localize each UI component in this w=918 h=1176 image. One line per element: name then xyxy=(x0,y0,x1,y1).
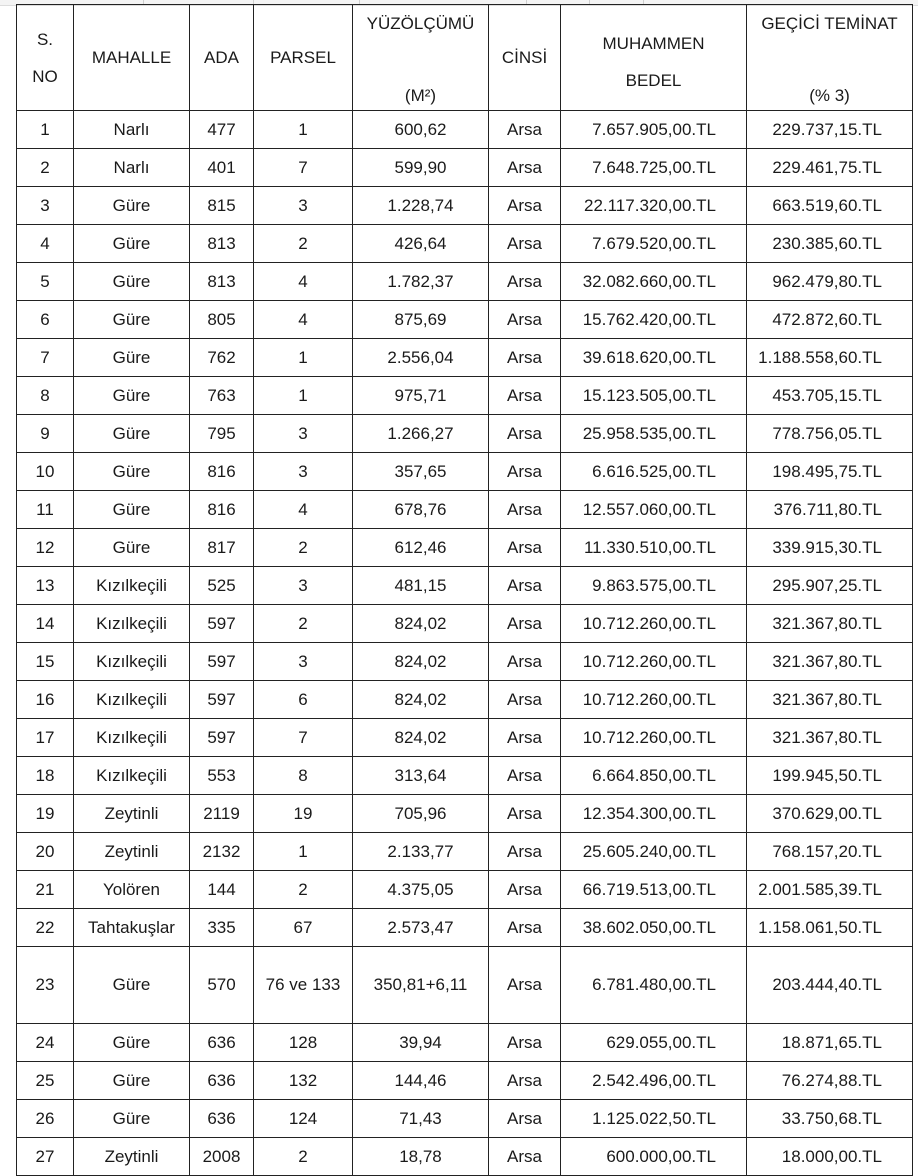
cell-mahalle: Güre xyxy=(74,225,190,263)
cell-gecici-teminat: 370.629,00.TL xyxy=(747,795,913,833)
cell-gecici-teminat: 198.495,75.TL xyxy=(747,453,913,491)
cell-cinsi: Arsa xyxy=(489,187,561,225)
cell-sno: 14 xyxy=(17,605,74,643)
cell-gecici-teminat: 229.461,75.TL xyxy=(747,149,913,187)
cell-cinsi: Arsa xyxy=(489,529,561,567)
table-row xyxy=(17,643,913,681)
cell-muhammen-bedel: 15.762.420,00.TL xyxy=(561,301,747,339)
cell-ada: 817 xyxy=(190,529,254,567)
cell-ada: 597 xyxy=(190,719,254,757)
table-row xyxy=(17,947,913,1024)
cell-parsel: 3 xyxy=(254,187,353,225)
cell-cinsi: Arsa xyxy=(489,947,561,1024)
cell-gecici-teminat: 18.000,00.TL xyxy=(747,1138,913,1176)
table-row xyxy=(17,453,913,491)
cell-cinsi: Arsa xyxy=(489,1062,561,1100)
cell-gecici-teminat: 453.705,15.TL xyxy=(747,377,913,415)
cell-yuzolcumu: 824,02 xyxy=(353,643,489,681)
cell-yuzolcumu: 824,02 xyxy=(353,605,489,643)
cell-yuzolcumu: 678,76 xyxy=(353,491,489,529)
cell-ada: 144 xyxy=(190,871,254,909)
cell-sno: 6 xyxy=(17,301,74,339)
cell-parsel: 2 xyxy=(254,225,353,263)
cell-muhammen-bedel: 6.664.850,00.TL xyxy=(561,757,747,795)
cell-gecici-teminat: 295.907,25.TL xyxy=(747,567,913,605)
cell-cinsi: Arsa xyxy=(489,757,561,795)
cell-sno: 15 xyxy=(17,643,74,681)
cell-ada: 813 xyxy=(190,225,254,263)
cell-mahalle: Kızılkeçili xyxy=(74,757,190,795)
table-row xyxy=(17,301,913,339)
cell-mahalle: Kızılkeçili xyxy=(74,643,190,681)
table-row xyxy=(17,1138,913,1176)
cell-cinsi: Arsa xyxy=(489,453,561,491)
cell-mahalle: Güre xyxy=(74,415,190,453)
cell-sno: 25 xyxy=(17,1062,74,1100)
cell-muhammen-bedel: 600.000,00.TL xyxy=(561,1138,747,1176)
cell-muhammen-bedel: 39.618.620,00.TL xyxy=(561,339,747,377)
cell-yuzolcumu: 975,71 xyxy=(353,377,489,415)
cell-muhammen-bedel: 10.712.260,00.TL xyxy=(561,681,747,719)
cell-parsel: 124 xyxy=(254,1100,353,1138)
cell-cinsi: Arsa xyxy=(489,225,561,263)
cell-cinsi: Arsa xyxy=(489,833,561,871)
cell-parsel: 4 xyxy=(254,491,353,529)
cell-yuzolcumu: 1.228,74 xyxy=(353,187,489,225)
cell-mahalle: Kızılkeçili xyxy=(74,605,190,643)
cell-parsel: 2 xyxy=(254,1138,353,1176)
cell-ada: 763 xyxy=(190,377,254,415)
cell-ada: 2008 xyxy=(190,1138,254,1176)
cell-ada: 401 xyxy=(190,149,254,187)
cell-sno: 8 xyxy=(17,377,74,415)
cell-ada: 813 xyxy=(190,263,254,301)
cell-sno: 22 xyxy=(17,909,74,947)
cell-yuzolcumu: 426,64 xyxy=(353,225,489,263)
cell-sno: 16 xyxy=(17,681,74,719)
cell-cinsi: Arsa xyxy=(489,567,561,605)
cell-muhammen-bedel: 10.712.260,00.TL xyxy=(561,605,747,643)
cell-muhammen-bedel: 1.125.022,50.TL xyxy=(561,1100,747,1138)
header-muhammen-bedel: MUHAMMEN BEDEL xyxy=(561,5,747,111)
cell-mahalle: Güre xyxy=(74,187,190,225)
cell-cinsi: Arsa xyxy=(489,871,561,909)
cell-sno: 17 xyxy=(17,719,74,757)
table-row xyxy=(17,681,913,719)
table-row xyxy=(17,263,913,301)
cell-parsel: 8 xyxy=(254,757,353,795)
cell-sno: 21 xyxy=(17,871,74,909)
cell-ada: 525 xyxy=(190,567,254,605)
cell-sno: 20 xyxy=(17,833,74,871)
cell-gecici-teminat: 768.157,20.TL xyxy=(747,833,913,871)
cell-muhammen-bedel: 11.330.510,00.TL xyxy=(561,529,747,567)
cell-ada: 762 xyxy=(190,339,254,377)
cell-gecici-teminat: 18.871,65.TL xyxy=(747,1024,913,1062)
table-row xyxy=(17,339,913,377)
cell-parsel: 4 xyxy=(254,263,353,301)
cell-cinsi: Arsa xyxy=(489,1100,561,1138)
cell-gecici-teminat: 1.188.558,60.TL xyxy=(747,339,913,377)
cell-sno: 27 xyxy=(17,1138,74,1176)
cell-sno: 23 xyxy=(17,947,74,1024)
cell-cinsi: Arsa xyxy=(489,415,561,453)
cell-yuzolcumu: 600,62 xyxy=(353,111,489,149)
cell-muhammen-bedel: 32.082.660,00.TL xyxy=(561,263,747,301)
cell-gecici-teminat: 199.945,50.TL xyxy=(747,757,913,795)
cell-muhammen-bedel: 2.542.496,00.TL xyxy=(561,1062,747,1100)
cell-ada: 553 xyxy=(190,757,254,795)
cell-parsel: 1 xyxy=(254,377,353,415)
cell-parsel: 4 xyxy=(254,301,353,339)
cell-ada: 816 xyxy=(190,491,254,529)
cell-cinsi: Arsa xyxy=(489,643,561,681)
table-row xyxy=(17,795,913,833)
table-row xyxy=(17,491,913,529)
cell-sno: 4 xyxy=(17,225,74,263)
cell-parsel: 19 xyxy=(254,795,353,833)
cell-yuzolcumu: 18,78 xyxy=(353,1138,489,1176)
cell-gecici-teminat: 230.385,60.TL xyxy=(747,225,913,263)
cell-sno: 3 xyxy=(17,187,74,225)
cell-yuzolcumu: 4.375,05 xyxy=(353,871,489,909)
cell-muhammen-bedel: 629.055,00.TL xyxy=(561,1024,747,1062)
cell-yuzolcumu: 71,43 xyxy=(353,1100,489,1138)
cell-sno: 13 xyxy=(17,567,74,605)
cell-mahalle: Zeytinli xyxy=(74,833,190,871)
land-parcel-table xyxy=(16,4,913,1176)
cell-cinsi: Arsa xyxy=(489,909,561,947)
cell-mahalle: Zeytinli xyxy=(74,1138,190,1176)
cell-sno: 26 xyxy=(17,1100,74,1138)
cell-muhammen-bedel: 12.557.060,00.TL xyxy=(561,491,747,529)
cell-yuzolcumu: 2.573,47 xyxy=(353,909,489,947)
cell-yuzolcumu: 824,02 xyxy=(353,719,489,757)
cell-gecici-teminat: 2.001.585,39.TL xyxy=(747,871,913,909)
table-row xyxy=(17,605,913,643)
table-row xyxy=(17,1100,913,1138)
cell-parsel: 1 xyxy=(254,339,353,377)
cell-gecici-teminat: 339.915,30.TL xyxy=(747,529,913,567)
cell-sno: 1 xyxy=(17,111,74,149)
cell-cinsi: Arsa xyxy=(489,377,561,415)
table-row xyxy=(17,187,913,225)
cell-muhammen-bedel: 10.712.260,00.TL xyxy=(561,643,747,681)
cell-yuzolcumu: 313,64 xyxy=(353,757,489,795)
cell-gecici-teminat: 76.274,88.TL xyxy=(747,1062,913,1100)
cell-sno: 5 xyxy=(17,263,74,301)
table-row xyxy=(17,719,913,757)
cell-yuzolcumu: 481,15 xyxy=(353,567,489,605)
table-row xyxy=(17,757,913,795)
cell-gecici-teminat: 472.872,60.TL xyxy=(747,301,913,339)
cell-gecici-teminat: 962.479,80.TL xyxy=(747,263,913,301)
cell-mahalle: Güre xyxy=(74,1062,190,1100)
cell-yuzolcumu: 2.556,04 xyxy=(353,339,489,377)
cell-yuzolcumu: 612,46 xyxy=(353,529,489,567)
cell-parsel: 1 xyxy=(254,111,353,149)
table-row xyxy=(17,1062,913,1100)
cell-cinsi: Arsa xyxy=(489,605,561,643)
cell-cinsi: Arsa xyxy=(489,795,561,833)
cell-mahalle: Güre xyxy=(74,947,190,1024)
cell-muhammen-bedel: 10.712.260,00.TL xyxy=(561,719,747,757)
cell-muhammen-bedel: 7.648.725,00.TL xyxy=(561,149,747,187)
cell-sno: 24 xyxy=(17,1024,74,1062)
cell-mahalle: Kızılkeçili xyxy=(74,567,190,605)
cell-muhammen-bedel: 22.117.320,00.TL xyxy=(561,187,747,225)
cell-yuzolcumu: 875,69 xyxy=(353,301,489,339)
table-row xyxy=(17,909,913,947)
table-row xyxy=(17,529,913,567)
cell-muhammen-bedel: 15.123.505,00.TL xyxy=(561,377,747,415)
cell-ada: 335 xyxy=(190,909,254,947)
cell-parsel: 132 xyxy=(254,1062,353,1100)
header-mahalle: MAHALLE xyxy=(74,5,190,111)
cell-parsel: 2 xyxy=(254,605,353,643)
cell-gecici-teminat: 321.367,80.TL xyxy=(747,643,913,681)
header-cinsi: CİNSİ xyxy=(489,5,561,111)
cell-parsel: 7 xyxy=(254,719,353,757)
table-row xyxy=(17,111,913,149)
cell-ada: 477 xyxy=(190,111,254,149)
cell-sno: 12 xyxy=(17,529,74,567)
cell-mahalle: Tahtakuşlar xyxy=(74,909,190,947)
cell-mahalle: Güre xyxy=(74,1100,190,1138)
cell-cinsi: Arsa xyxy=(489,339,561,377)
cell-gecici-teminat: 33.750,68.TL xyxy=(747,1100,913,1138)
cell-parsel: 3 xyxy=(254,567,353,605)
cell-gecici-teminat: 376.711,80.TL xyxy=(747,491,913,529)
cell-mahalle: Narlı xyxy=(74,149,190,187)
cell-cinsi: Arsa xyxy=(489,111,561,149)
cell-sno: 19 xyxy=(17,795,74,833)
cell-parsel: 2 xyxy=(254,529,353,567)
cell-mahalle: Zeytinli xyxy=(74,795,190,833)
table-row xyxy=(17,225,913,263)
cell-ada: 570 xyxy=(190,947,254,1024)
cell-mahalle: Güre xyxy=(74,377,190,415)
cell-muhammen-bedel: 66.719.513,00.TL xyxy=(561,871,747,909)
cell-muhammen-bedel: 12.354.300,00.TL xyxy=(561,795,747,833)
cell-ada: 636 xyxy=(190,1100,254,1138)
cell-mahalle: Kızılkeçili xyxy=(74,681,190,719)
cell-gecici-teminat: 1.158.061,50.TL xyxy=(747,909,913,947)
cell-ada: 795 xyxy=(190,415,254,453)
cell-ada: 805 xyxy=(190,301,254,339)
cell-parsel: 1 xyxy=(254,833,353,871)
cell-muhammen-bedel: 7.679.520,00.TL xyxy=(561,225,747,263)
header-ada: ADA xyxy=(190,5,254,111)
cell-yuzolcumu: 357,65 xyxy=(353,453,489,491)
cell-mahalle: Güre xyxy=(74,1024,190,1062)
cell-muhammen-bedel: 6.616.525,00.TL xyxy=(561,453,747,491)
cell-mahalle: Narlı xyxy=(74,111,190,149)
cell-yuzolcumu: 2.133,77 xyxy=(353,833,489,871)
cell-mahalle: Yolören xyxy=(74,871,190,909)
cell-ada: 636 xyxy=(190,1062,254,1100)
cell-muhammen-bedel: 25.605.240,00.TL xyxy=(561,833,747,871)
cell-parsel: 3 xyxy=(254,453,353,491)
cell-cinsi: Arsa xyxy=(489,719,561,757)
cell-mahalle: Kızılkeçili xyxy=(74,719,190,757)
cell-gecici-teminat: 663.519,60.TL xyxy=(747,187,913,225)
cell-cinsi: Arsa xyxy=(489,149,561,187)
cell-mahalle: Güre xyxy=(74,529,190,567)
cell-parsel: 128 xyxy=(254,1024,353,1062)
cell-parsel: 3 xyxy=(254,643,353,681)
cell-ada: 636 xyxy=(190,1024,254,1062)
cell-ada: 597 xyxy=(190,605,254,643)
cell-yuzolcumu: 824,02 xyxy=(353,681,489,719)
cell-sno: 7 xyxy=(17,339,74,377)
cell-muhammen-bedel: 38.602.050,00.TL xyxy=(561,909,747,947)
table-row xyxy=(17,415,913,453)
header-sno: S. NO xyxy=(17,5,74,111)
cell-ada: 597 xyxy=(190,643,254,681)
cell-cinsi: Arsa xyxy=(489,263,561,301)
header-gecici-teminat: GEÇİCİ TEMİNAT (% 3) xyxy=(747,5,913,111)
cell-yuzolcumu: 144,46 xyxy=(353,1062,489,1100)
cell-ada: 2132 xyxy=(190,833,254,871)
cell-ada: 815 xyxy=(190,187,254,225)
cell-mahalle: Güre xyxy=(74,339,190,377)
header-parsel: PARSEL xyxy=(254,5,353,111)
cell-yuzolcumu: 39,94 xyxy=(353,1024,489,1062)
cell-mahalle: Güre xyxy=(74,453,190,491)
cell-mahalle: Güre xyxy=(74,263,190,301)
cell-mahalle: Güre xyxy=(74,491,190,529)
cell-muhammen-bedel: 7.657.905,00.TL xyxy=(561,111,747,149)
cell-muhammen-bedel: 6.781.480,00.TL xyxy=(561,947,747,1024)
cell-gecici-teminat: 321.367,80.TL xyxy=(747,719,913,757)
cell-muhammen-bedel: 25.958.535,00.TL xyxy=(561,415,747,453)
cell-parsel: 3 xyxy=(254,415,353,453)
cell-cinsi: Arsa xyxy=(489,681,561,719)
cell-sno: 2 xyxy=(17,149,74,187)
table-row xyxy=(17,1024,913,1062)
table-row xyxy=(17,377,913,415)
cell-parsel: 6 xyxy=(254,681,353,719)
cell-sno: 11 xyxy=(17,491,74,529)
cell-yuzolcumu: 705,96 xyxy=(353,795,489,833)
cell-ada: 597 xyxy=(190,681,254,719)
cell-ada: 816 xyxy=(190,453,254,491)
cell-parsel: 2 xyxy=(254,871,353,909)
header-yuzolcumu: YÜZÖLÇÜMÜ (M²) xyxy=(353,5,489,111)
table-row xyxy=(17,149,913,187)
cell-cinsi: Arsa xyxy=(489,491,561,529)
cell-parsel: 76 ve 133 xyxy=(254,947,353,1024)
cell-cinsi: Arsa xyxy=(489,1024,561,1062)
cell-gecici-teminat: 229.737,15.TL xyxy=(747,111,913,149)
cell-ada: 2119 xyxy=(190,795,254,833)
cell-gecici-teminat: 321.367,80.TL xyxy=(747,605,913,643)
table-header-row xyxy=(17,5,913,111)
table-row xyxy=(17,567,913,605)
cell-yuzolcumu: 599,90 xyxy=(353,149,489,187)
cell-yuzolcumu: 1.266,27 xyxy=(353,415,489,453)
cell-yuzolcumu: 1.782,37 xyxy=(353,263,489,301)
cell-sno: 10 xyxy=(17,453,74,491)
table-row xyxy=(17,871,913,909)
cell-sno: 9 xyxy=(17,415,74,453)
cell-gecici-teminat: 778.756,05.TL xyxy=(747,415,913,453)
cell-muhammen-bedel: 9.863.575,00.TL xyxy=(561,567,747,605)
cell-parsel: 7 xyxy=(254,149,353,187)
cell-parsel: 67 xyxy=(254,909,353,947)
cell-gecici-teminat: 203.444,40.TL xyxy=(747,947,913,1024)
cell-yuzolcumu: 350,81+6,11 xyxy=(353,947,489,1024)
cell-sno: 18 xyxy=(17,757,74,795)
cell-cinsi: Arsa xyxy=(489,1138,561,1176)
cell-gecici-teminat: 321.367,80.TL xyxy=(747,681,913,719)
cell-cinsi: Arsa xyxy=(489,301,561,339)
cell-mahalle: Güre xyxy=(74,301,190,339)
table-row xyxy=(17,833,913,871)
